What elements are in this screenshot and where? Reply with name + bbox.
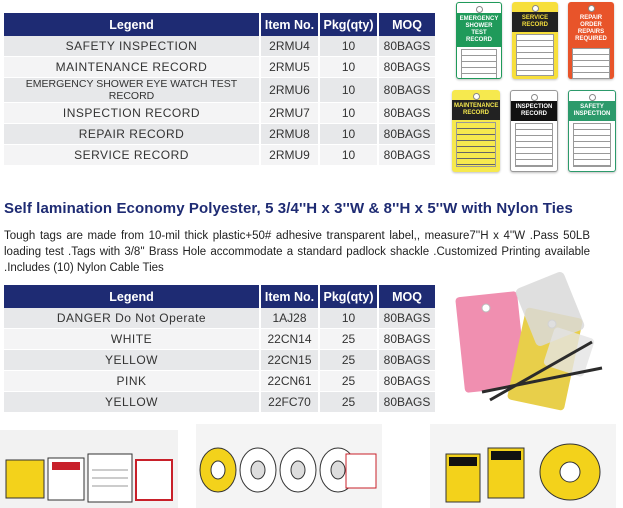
record-tags-table: [4, 13, 437, 166]
table-row: [4, 350, 437, 371]
moq-cell: 80BAGS: [379, 329, 437, 350]
pkg-qty-cell: 25: [320, 329, 379, 350]
moq-cell: 80BAGS: [379, 392, 437, 413]
label-rolls-photo-2: [196, 424, 382, 508]
item-no-cell: 2RMU8: [261, 124, 320, 145]
moq-cell: 80BAGS: [379, 124, 437, 145]
item-no-cell: 2RMU6: [261, 78, 320, 103]
legend-cell: SERVICE RECORD: [4, 145, 261, 166]
table-row: [4, 78, 437, 103]
pkg-qty-cell: 10: [320, 103, 379, 124]
brass-hole-icon: [532, 5, 539, 12]
header-legend: Legend: [4, 13, 261, 36]
moq-cell: 80BAGS: [379, 308, 437, 329]
tag-image-repair-order: [568, 2, 614, 79]
header-pkg-qty: Pkg(qty): [320, 13, 379, 36]
label-rolls-photo-1: [0, 430, 178, 508]
tag-ruled-lines: [456, 122, 496, 167]
tag-label: SAFETY INSPECTION: [569, 101, 615, 121]
table-row: [4, 57, 437, 78]
header-legend: Legend: [4, 285, 261, 308]
legend-cell: PINK: [4, 371, 261, 392]
header-pkg-qty: Pkg(qty): [320, 285, 379, 308]
table-row: [4, 329, 437, 350]
tag-label: MAINTENANCE RECORD: [452, 100, 500, 120]
pkg-qty-cell: 25: [320, 392, 379, 413]
table-row: [4, 371, 437, 392]
brass-hole-icon: [531, 94, 538, 101]
legend-cell: YELLOW: [4, 392, 261, 413]
tag-image-inspection-record: [510, 90, 558, 172]
legend-cell: DANGER Do Not Operate: [4, 308, 261, 329]
moq-cell: 80BAGS: [379, 350, 437, 371]
pkg-qty-cell: 10: [320, 308, 379, 329]
pkg-qty-cell: 10: [320, 36, 379, 57]
header-item-no: Item No.: [261, 285, 320, 308]
brass-hole-icon: [589, 94, 596, 101]
pkg-qty-cell: 10: [320, 78, 379, 103]
moq-cell: 80BAGS: [379, 103, 437, 124]
tag-label: SERVICE RECORD: [512, 12, 558, 32]
tag-ruled-lines: [572, 48, 610, 79]
moq-cell: 80BAGS: [379, 57, 437, 78]
item-no-cell: 1AJ28: [261, 308, 320, 329]
item-no-cell: 2RMU4: [261, 36, 320, 57]
table-row: [4, 308, 437, 329]
item-no-cell: 22FC70: [261, 392, 320, 413]
moq-cell: 80BAGS: [379, 78, 437, 103]
moq-cell: 80BAGS: [379, 371, 437, 392]
legend-cell: SAFETY INSPECTION: [4, 36, 261, 57]
table-row: [4, 145, 437, 166]
pkg-qty-cell: 10: [320, 145, 379, 166]
item-no-cell: 2RMU7: [261, 103, 320, 124]
item-no-cell: 22CN14: [261, 329, 320, 350]
pkg-qty-cell: 25: [320, 350, 379, 371]
section-heading: Self lamination Economy Polyester, 5 3/4''H x 3''W & 8''H x 5''W with Nylon Ties: [4, 200, 573, 217]
legend-cell: EMERGENCY SHOWER EYE WATCH TEST RECORD: [4, 78, 261, 103]
table-row: [4, 103, 437, 124]
legend-cell: INSPECTION RECORD: [4, 103, 261, 124]
tag-label: INSPECTION RECORD: [511, 101, 557, 121]
brass-hole-icon: [476, 6, 483, 13]
tag-ruled-lines: [516, 34, 554, 76]
caution-tag-roll-photo: [430, 424, 616, 508]
tag-label: EMERGENCY SHOWER TEST RECORD: [457, 13, 501, 47]
brass-hole-icon: [473, 93, 480, 100]
tag-ruled-lines: [461, 49, 497, 79]
pkg-qty-cell: 10: [320, 124, 379, 145]
tag-image-service-record: [512, 2, 558, 79]
tag-ruled-lines: [515, 123, 553, 167]
table-row: [4, 36, 437, 57]
table-header-row: [4, 285, 437, 308]
polyester-tags-photo: [452, 272, 622, 422]
moq-cell: 80BAGS: [379, 36, 437, 57]
legend-cell: MAINTENANCE RECORD: [4, 57, 261, 78]
moq-cell: 80BAGS: [379, 145, 437, 166]
legend-cell: WHITE: [4, 329, 261, 350]
brass-hole-icon: [588, 5, 595, 12]
pkg-qty-cell: 10: [320, 57, 379, 78]
header-moq: MOQ: [379, 285, 437, 308]
legend-cell: REPAIR RECORD: [4, 124, 261, 145]
table-header-row: [4, 13, 437, 36]
table-row: [4, 392, 437, 413]
header-moq: MOQ: [379, 13, 437, 36]
section-description: Tough tags are made from 10-mil thick plastic+50# adhesive transparent label,, measure7''H x 4''W .Pass 50LB loading test .Tags with 3/8'' Brass Hole accommodate a standard padlock shackle .Customized Printing available .Includes (10) Nylon Cable Ties: [4, 230, 590, 274]
tag-ruled-lines: [573, 123, 611, 167]
pkg-qty-cell: 25: [320, 371, 379, 392]
tag-label: REPAIR ORDER REPAIRS REQUIRED: [575, 15, 607, 42]
item-no-cell: 2RMU5: [261, 57, 320, 78]
item-no-cell: 22CN61: [261, 371, 320, 392]
tag-image-emergency-shower: [456, 2, 502, 79]
polyester-tags-table: [4, 285, 437, 413]
legend-cell: YELLOW: [4, 350, 261, 371]
header-item-no: Item No.: [261, 13, 320, 36]
item-no-cell: 2RMU9: [261, 145, 320, 166]
table-row: [4, 124, 437, 145]
item-no-cell: 22CN15: [261, 350, 320, 371]
tag-image-maintenance-record: [452, 90, 500, 172]
tag-image-safety-inspection: [568, 90, 616, 172]
